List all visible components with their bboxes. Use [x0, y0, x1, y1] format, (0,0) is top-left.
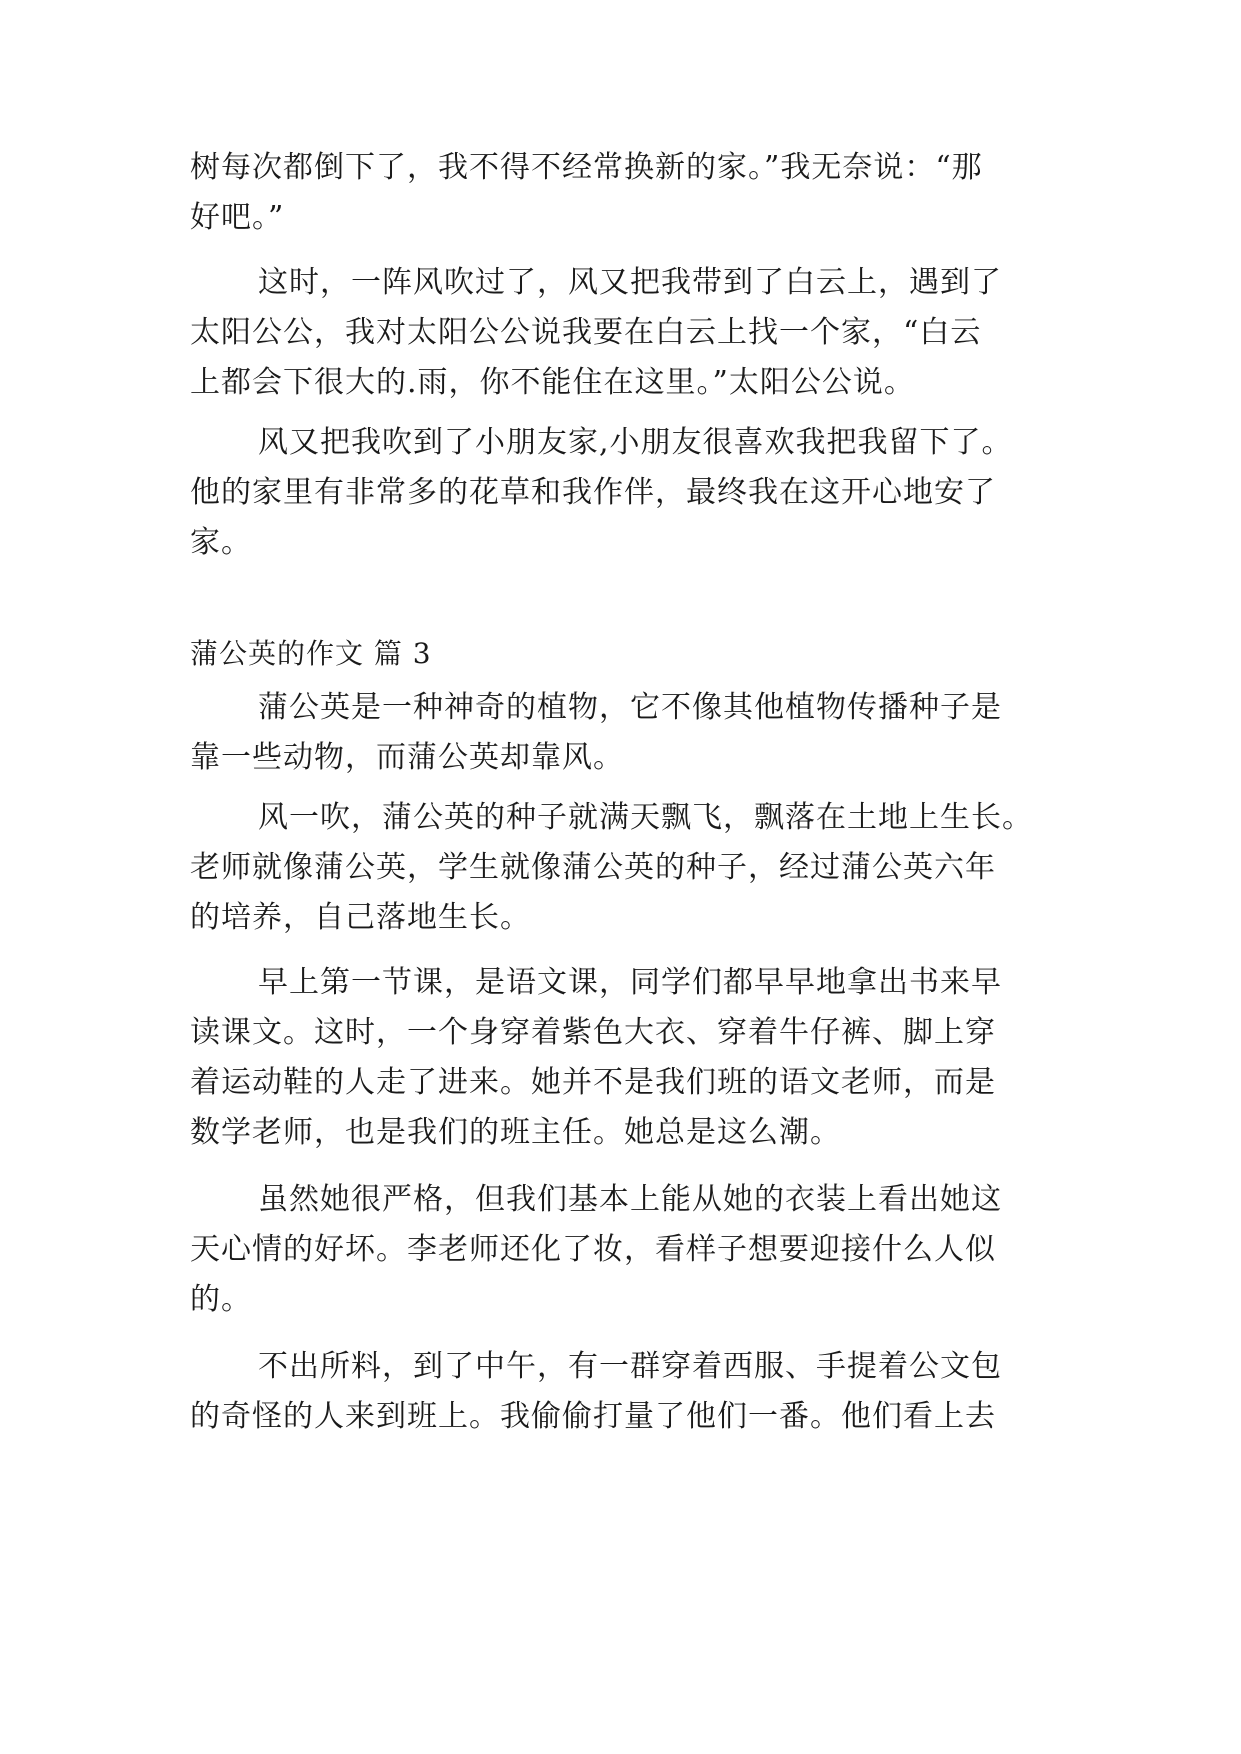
paragraph-first-line: 风又把我吹到了小朋友家,小朋友很喜欢我把我留下了。	[258, 425, 1013, 460]
paragraph-first-line: 风一吹，蒲公英的种子就满天飘飞，飘落在土地上生长。	[258, 800, 1033, 835]
paragraph-first-line: 不出所料，到了中午，有一群穿着西服、手提着公文包	[258, 1349, 1002, 1384]
text-line: 的培养，自己落地生长。	[190, 900, 531, 935]
text-line: 老师就像蒲公英，学生就像蒲公英的种子，经过蒲公英六年	[190, 850, 996, 885]
paragraph-first-line: 虽然她很严格，但我们基本上能从她的衣装上看出她这	[258, 1182, 1002, 1217]
text-line: 靠一些动物，而蒲公英却靠风。	[190, 740, 624, 775]
paragraph-first-line: 这时，一阵风吹过了，风又把我带到了白云上，遇到了	[258, 265, 1002, 300]
paragraph-first-line: 蒲公英是一种神奇的植物，它不像其他植物传播种子是	[258, 690, 1002, 725]
paragraph-first-line: 早上第一节课，是语文课，同学们都早早地拿出书来早	[258, 965, 1002, 1000]
text-line: 的。	[190, 1282, 252, 1317]
text-line: 的奇怪的人来到班上。我偷偷打量了他们一番。他们看上去	[190, 1399, 996, 1434]
text-line: 天心情的好坏。李老师还化了妆，看样子想要迎接什么人似	[190, 1232, 996, 1267]
text-line: 数学老师，也是我们的班主任。她总是这么潮。	[190, 1115, 841, 1150]
section-heading: 蒲公英的作文 篇 3	[190, 637, 432, 670]
text-line: 太阳公公，我对太阳公公说我要在白云上找一个家，“白云	[190, 315, 982, 350]
text-line: 家。	[190, 525, 252, 560]
text-line: 着运动鞋的人走了进来。她并不是我们班的语文老师，而是	[190, 1065, 996, 1100]
text-line: 上都会下很大的.雨，你不能住在这里。”太阳公公说。	[190, 365, 915, 400]
text-line: 读课文。这时，一个身穿着紫色大衣、穿着牛仔裤、脚上穿	[190, 1015, 996, 1050]
text-line: 他的家里有非常多的花草和我作伴，最终我在这开心地安了	[190, 475, 996, 510]
text-line: 树每次都倒下了，我不得不经常换新的家。”我无奈说：“那	[190, 150, 983, 185]
text-line: 好吧。”	[190, 200, 285, 235]
